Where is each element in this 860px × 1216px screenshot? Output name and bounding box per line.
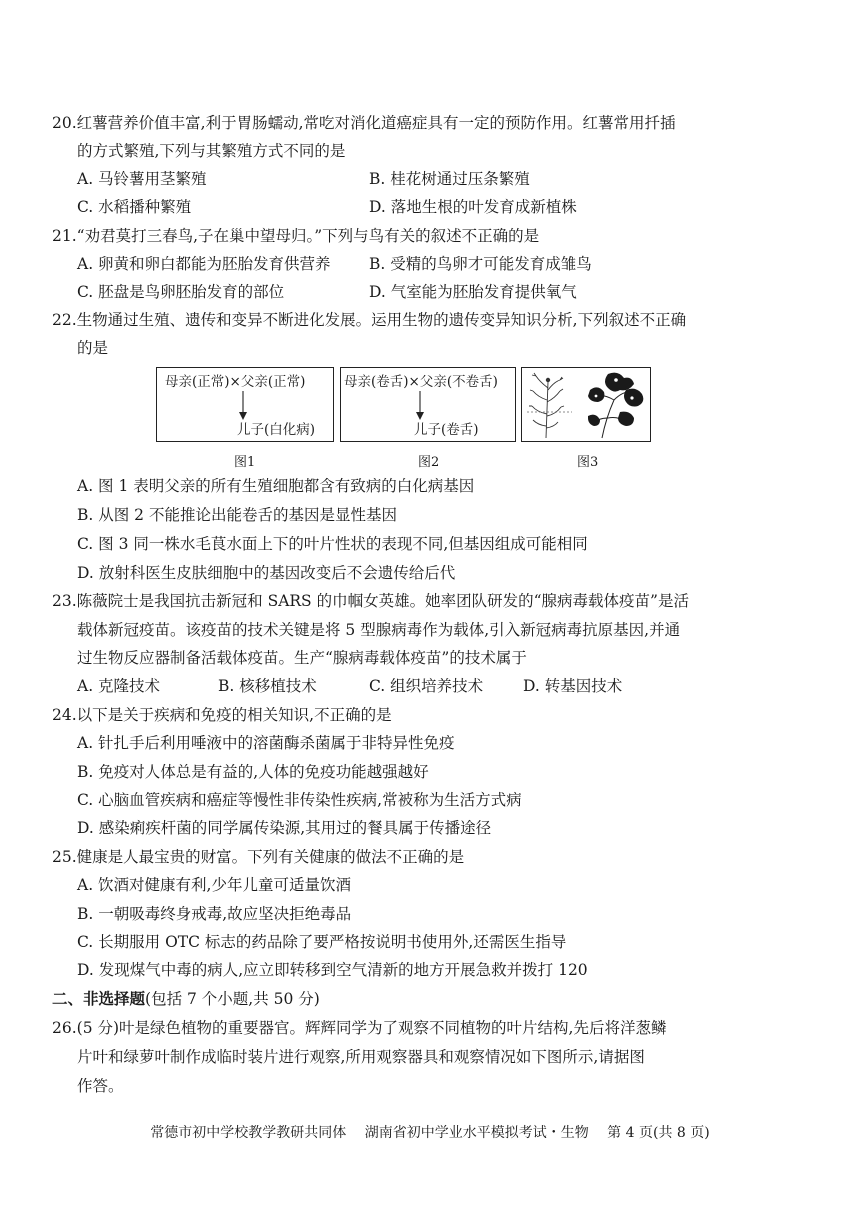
q20-option-a: A. 马铃薯用茎繁殖 [77,170,207,188]
q23-stem-line1: 23.陈薇院士是我国抗击新冠和 SARS 的巾帼女英雄。她率团队研发的“腺病毒载体疫苗”是活 [52,592,689,610]
q20-option-b: B. 桂花树通过压条繁殖 [369,170,530,188]
figure-1-child: 儿子(白化病) [237,422,316,438]
section-2-heading-rest: (包括 7 个小题,共 50 分) [145,990,320,1008]
q21-option-c: C. 胚盘是鸟卵胚胎发育的部位 [77,283,285,301]
q24-option-c: C. 心脑血管疾病和癌症等慢性非传染性疾病,常被称为生活方式病 [77,791,522,809]
q20-stem-line1: 20.红薯营养价值丰富,利于胃肠蠕动,常吃对消化道癌症具有一定的预防作用。红薯常用扦插 [52,114,676,132]
q24-stem-line1: 24.以下是关于疾病和免疫的相关知识,不正确的是 [52,706,392,724]
figure-2-arrow-icon [414,391,426,421]
q22-option-a: A. 图 1 表明父亲的所有生殖细胞都含有致病的白化病基因 [77,477,475,495]
q23-stem-line3: 过生物反应器制备活载体疫苗。生产“腺病毒载体疫苗”的技术属于 [77,649,527,667]
figure-3-caption: 图3 [577,455,599,470]
footer-org: 常德市初中学校教学教研共同体 [150,1125,347,1141]
q24-option-a: A. 针扎手后利用唾液中的溶菌酶杀菌属于非特异性免疫 [77,734,455,752]
q21-option-d: D. 气室能为胚胎发育提供氧气 [369,283,577,301]
q23-option-d: D. 转基因技术 [523,677,623,695]
figure-1-parents: 母亲(正常)×父亲(正常) [165,374,306,390]
footer-exam: 湖南省初中学业水平模拟考试・生物 [364,1125,589,1141]
q22-option-d: D. 放射科医生皮肤细胞中的基因改变后不会遗传给后代 [77,564,456,582]
q24-option-b: B. 免疫对人体总是有益的,人体的免疫功能越强越好 [77,763,429,781]
figure-1-caption: 图1 [234,455,256,470]
q25-option-b: B. 一朝吸毒终身戒毒,故应坚决拒绝毒品 [77,905,352,923]
q23-stem-line2: 载体新冠疫苗。该疫苗的技术关键是将 5 型腺病毒作为载体,引入新冠病毒抗原基因,并通 [77,621,681,639]
q21-option-a: A. 卵黄和卵白都能为胚胎发育供营养 [77,255,331,273]
section-2-heading-bold: 二、非选择题 [52,989,146,1008]
q25-stem-line1: 25.健康是人最宝贵的财富。下列有关健康的做法不正确的是 [52,848,465,866]
q25-option-a: A. 饮酒对健康有利,少年儿童可适量饮酒 [77,876,351,894]
q26-stem-line3: 作答。 [77,1077,124,1095]
figure-2-caption: 图2 [418,455,440,470]
q24-option-d: D. 感染痢疾杆菌的同学属传染源,其用过的餐具属于传播途径 [77,819,492,837]
q21-stem-line1: 21.“劝君莫打三春鸟,子在巢中望母归。”下列与鸟有关的叙述不正确的是 [52,227,540,245]
q23-option-c: C. 组织培养技术 [369,677,484,695]
figure-2-child: 儿子(卷舌) [414,422,479,438]
q21-option-b: B. 受精的鸟卵才可能发育成雏鸟 [369,255,592,273]
q23-option-b: B. 核移植技术 [218,677,317,695]
q22-stem-line1: 22.生物通过生殖、遗传和变异不断进化发展。运用生物的遗传变异知识分析,下列叙述不正确 [52,311,687,329]
section-2-heading [52,989,320,1009]
figure-2-parents: 母亲(卷舌)×父亲(不卷舌) [344,374,498,390]
q22-option-b: B. 从图 2 不能推论出能卷舌的基因是显性基因 [77,506,397,524]
q22-option-c: C. 图 3 同一株水毛茛水面上下的叶片性状的表现不同,但基因组成可能相同 [77,535,588,553]
figure-1-box [156,367,334,442]
q20-option-c: C. 水稻播种繁殖 [77,198,192,216]
q26-stem-line1: 26.(5 分)叶是绿色植物的重要器官。辉辉同学为了观察不同植物的叶片结构,先后将洋葱鳞 [52,1019,667,1037]
q23-option-a: A. 克隆技术 [77,677,161,695]
footer-page-number: 第 4 页(共 8 页) [607,1125,710,1141]
page-footer [0,1122,860,1142]
figure-3-box [521,367,651,442]
figure-1-arrow-icon [237,391,249,421]
q25-option-d: D. 发现煤气中毒的病人,应立即转移到空气清新的地方开展急救并拨打 120 [77,961,588,979]
q22-stem-line2: 的是 [77,339,109,357]
q20-stem-line2: 的方式繁殖,下列与其繁殖方式不同的是 [77,142,346,160]
q20-option-d: D. 落地生根的叶发育成新植株 [369,198,577,216]
q26-stem-line2: 片叶和绿萝叶制作成临时装片进行观察,所用观察器具和观察情况如下图所示,请据图 [77,1048,645,1066]
q25-option-c: C. 长期服用 OTC 标志的药品除了要严格按说明书使用外,还需医生指导 [77,933,567,951]
figure-2-box [340,367,516,442]
water-buttercup-plant-icon [522,368,650,441]
